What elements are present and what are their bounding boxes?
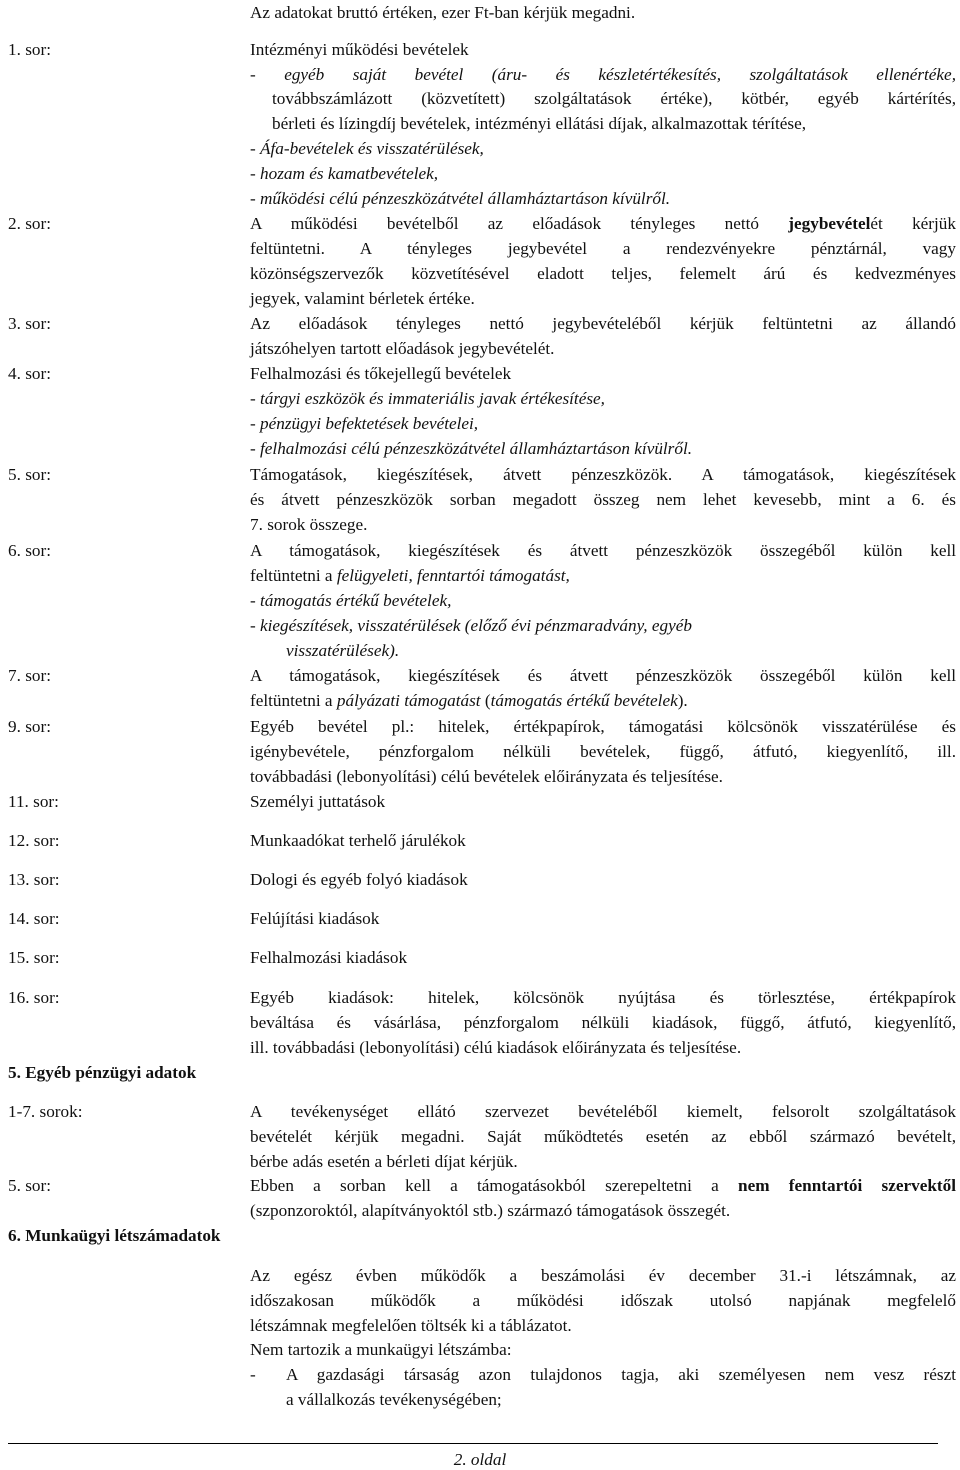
row4-line: - felhalmozási célú pénzeszközátvétel államháztartáson kívülről. <box>250 439 693 458</box>
row4-line: - tárgyi eszközök és immateriális javak értékesítése, <box>250 389 605 408</box>
row1-line: bérleti és lízingdíj bevételek, intézményi ellátási díjak, alkalmazottak térítése, <box>272 114 807 133</box>
section6-line: időszakosan működők a működési időszak utolsó napjának megfelelő <box>250 1291 956 1310</box>
row1-line: - hozam és kamatbevételek, <box>250 164 439 183</box>
row1-line: - működési célú pénzeszközátvétel államháztartáson kívülről. <box>250 189 671 208</box>
section5-heading: 5. Egyéb pénzügyi adatok <box>8 1063 197 1082</box>
section6-line: Az egész évben működők a beszámolási év december 31.-i létszámnak, az <box>250 1266 956 1285</box>
row-label: 16. sor: <box>8 988 60 1007</box>
row7-line: feltüntetni a pályázati támogatást (támogatás értékű bevételek). <box>250 691 688 710</box>
row-label: 1-7. sorok: <box>8 1102 83 1121</box>
row1-line: továbbszámlázott (közvetített) szolgáltatások értéke), kötbér, egyéb kártérítés, <box>272 89 956 108</box>
row-label: 7. sor: <box>8 666 51 685</box>
row-label: 14. sor: <box>8 909 60 928</box>
row-label: 9. sor: <box>8 717 51 736</box>
row6-line: visszatérülések). <box>286 641 400 660</box>
row11-text: Személyi juttatások <box>250 792 386 811</box>
section6-line: Nem tartozik a munkaügyi létszámba: <box>250 1340 512 1359</box>
row-label: 4. sor: <box>8 364 51 383</box>
row9-line: Egyéb bevétel pl.: hitelek, értékpapírok, támogatási kölcsönök visszatérülése és <box>250 717 956 736</box>
row1-line: - egyéb saját bevétel (áru- és készletértékesítés, szolgáltatások ellenértéke, <box>250 65 956 84</box>
row-label: 1. sor: <box>8 40 51 59</box>
row9-line: igénybevétele, pénzforgalom nélküli bevételek, függő, átfutó, kiegyenlítő, ill. <box>250 742 956 761</box>
row5-line: 7. sorok összege. <box>250 515 368 534</box>
row2-line: A működési bevételből az előadások tényleges nettó jegybevételét kérjük <box>250 214 956 233</box>
row1-line: - Áfa-bevételek és visszatérülések, <box>250 139 484 158</box>
footer-rule <box>8 1443 938 1444</box>
section5-line: bérbe adás esetén a bérleti díjat kérjük. <box>250 1152 518 1171</box>
row14-text: Felújítási kiadások <box>250 909 380 928</box>
row-label: 5. sor: <box>8 1176 51 1195</box>
row5-line: Támogatások, kiegészítések, átvett pénzeszközök. A támogatások, kiegészítések <box>250 465 956 484</box>
section6-heading: 6. Munkaügyi létszámadatok <box>8 1226 221 1245</box>
row-label: 6. sor: <box>8 541 51 560</box>
intro-text: Az adatokat bruttó értéken, ezer Ft-ban kérjük megadni. <box>250 3 636 22</box>
section6-line: létszámnak megfelelően töltsék ki a táblázatot. <box>250 1316 572 1335</box>
row4-line: - pénzügyi befektetések bevételei, <box>250 414 479 433</box>
row16-line: beváltása és vásárlása, pénzforgalom nélküli kiadások, függő, átfutó, kiegyenlítő, <box>250 1013 956 1032</box>
row4-title: Felhalmozási és tőkejellegű bevételek <box>250 364 512 383</box>
row9-line: továbbadási (lebonyolítási) célú bevételek előirányzata és teljesítése. <box>250 767 723 786</box>
row3-line: Az előadások tényleges nettó jegybevételéből kérjük feltüntetni az állandó <box>250 314 956 333</box>
row6-line: - kiegészítések, visszatérülések (előző évi pénzmaradvány, egyéb <box>250 616 692 635</box>
row-label: 13. sor: <box>8 870 60 889</box>
row-label: 15. sor: <box>8 948 60 967</box>
row1-title: Intézményi működési bevételek <box>250 40 469 59</box>
row15-text: Felhalmozási kiadások <box>250 948 408 967</box>
row2-line: feltüntetni. A tényleges jegybevétel a rendezvényekre pénztárnál, vagy <box>250 239 956 258</box>
row-label: 5. sor: <box>8 465 51 484</box>
row16-line: Egyéb kiadások: hitelek, kölcsönök nyújtása és törlesztése, értékpapírok <box>250 988 956 1007</box>
section6-line: A gazdasági társaság azon tulajdonos tagja, aki személyesen nem vesz részt <box>286 1365 956 1384</box>
section5-line: bevételét kérjük megadni. Saját működtetés esetén az ebből származó bevételt, <box>250 1127 956 1146</box>
row2-line: jegyek, valamint bérletek értéke. <box>250 289 475 308</box>
row6-line: feltüntetni a felügyeleti, fenntartói támogatást, <box>250 566 570 585</box>
row-label: 11. sor: <box>8 792 59 811</box>
row2-line: közönségszervezők közvetítésével eladott teljes, felemelt árú és kedvezményes <box>250 264 956 283</box>
row-label: 3. sor: <box>8 314 51 333</box>
row13-text: Dologi és egyéb folyó kiadások <box>250 870 468 889</box>
row5-line: és átvett pénzeszközök sorban megadott összeg nem lehet kevesebb, mint a 6. és <box>250 490 956 509</box>
row16-line: ill. továbbadási (lebonyolítási) célú kiadások előirányzata és teljesítése. <box>250 1038 742 1057</box>
row6-line: - támogatás értékű bevételek, <box>250 591 452 610</box>
row3-line: játszóhelyen tartott előadások jegybevételét. <box>250 339 555 358</box>
section6-line: a vállalkozás tevékenységében; <box>286 1390 502 1409</box>
row12-text: Munkaadókat terhelő járulékok <box>250 831 466 850</box>
section5-line: Ebben a sorban kell a támogatásokból szerepeltetni a nem fenntartói szervektől <box>250 1176 956 1195</box>
section5-line: (szponzoroktól, alapítványoktól stb.) származó támogatások összegét. <box>250 1201 731 1220</box>
row7-line: A támogatások, kiegészítések és átvett pénzeszközök összegéből külön kell <box>250 666 956 685</box>
row6-line: A támogatások, kiegészítések és átvett pénzeszközök összegéből külön kell <box>250 541 956 560</box>
row-label: 2. sor: <box>8 214 51 233</box>
section5-line: A tevékenységet ellátó szervezet bevételéből kiemelt, felsorolt szolgáltatások <box>250 1102 956 1121</box>
page-number: 2. oldal <box>453 1450 507 1469</box>
list-dash: - <box>250 1365 256 1384</box>
row-label: 12. sor: <box>8 831 60 850</box>
